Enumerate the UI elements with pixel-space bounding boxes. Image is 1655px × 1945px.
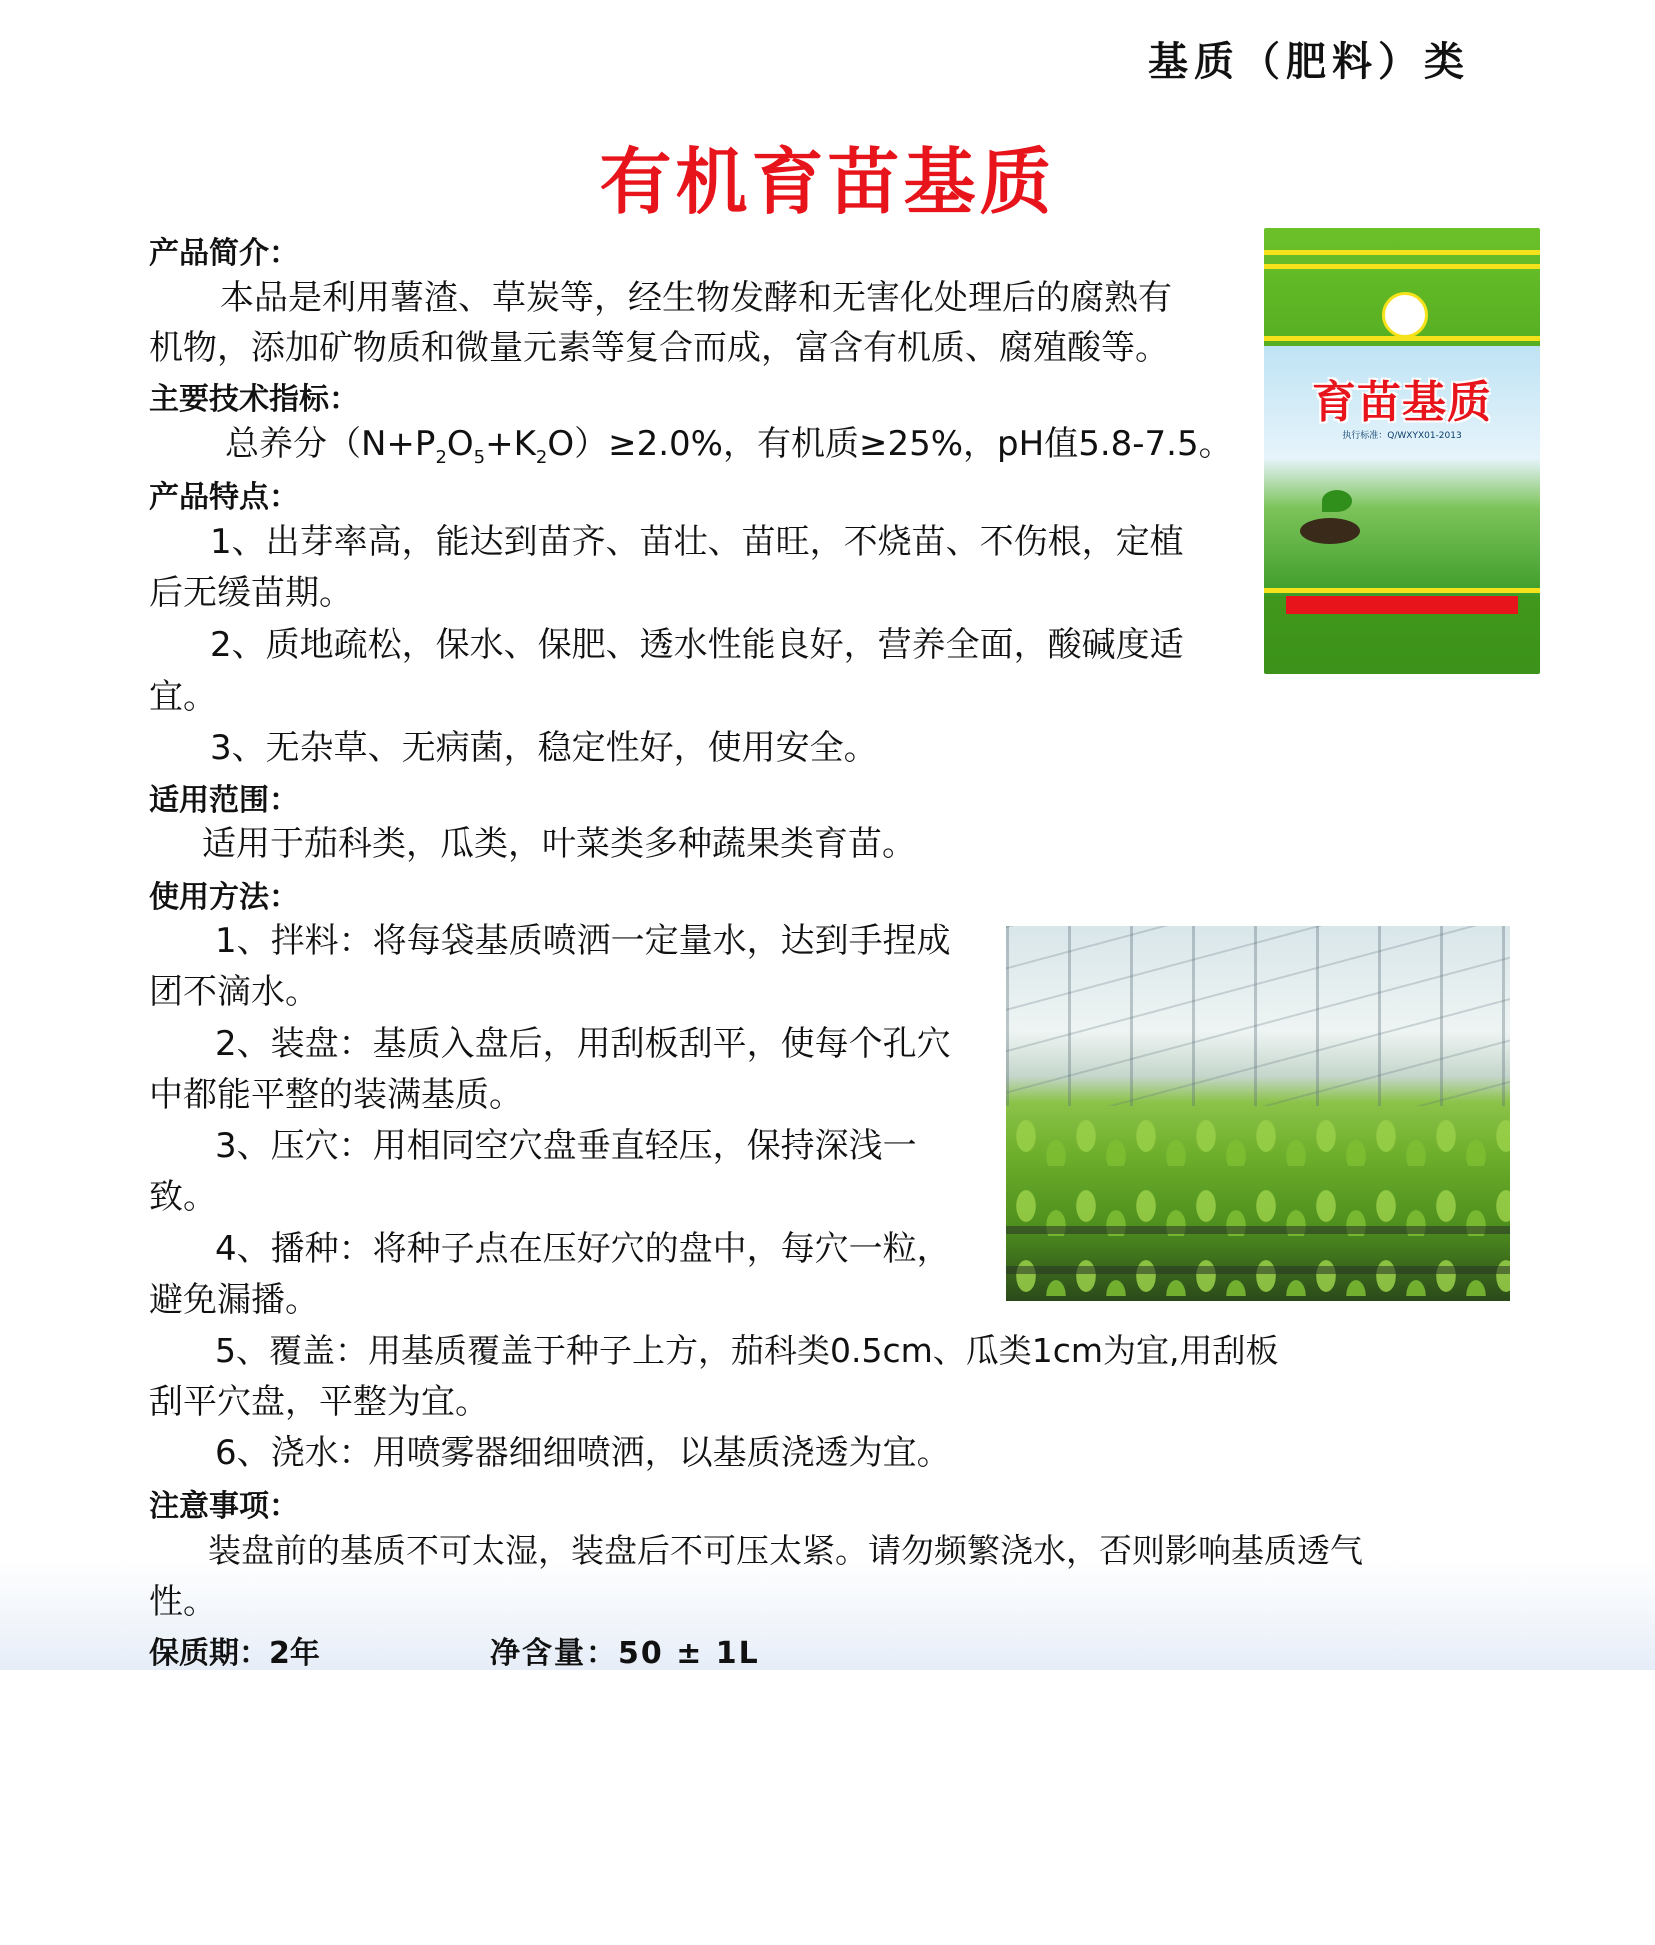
bag-logo-icon [1382,292,1428,338]
bag-stripe [1264,250,1540,255]
usage-heading: 使用方法： [149,880,299,915]
usage-line-8: 避免漏播。 [149,1280,319,1320]
feature-line-2: 后无缓苗期。 [149,573,353,613]
page-title: 有机育苗基质 [599,140,1056,224]
usage-line-9: 5、覆盖：用基质覆盖于种子上方，茄科类0.5cm、瓜类1cm为宜,用刮板 [215,1331,1279,1370]
usage-line-1: 1、拌料：将每袋基质喷洒一定量水，达到手捏成 [215,921,951,961]
features-heading: 产品特点： [149,480,299,515]
usage-line-4: 中都能平整的装满基质。 [149,1075,523,1115]
sprout-icon [1322,490,1352,512]
usage-line-11: 6、浇水：用喷雾器细细喷洒，以基质浇透为宜。 [215,1433,951,1473]
seedling-bench [1006,1266,1510,1274]
notes-line-1: 装盘前的基质不可太湿，装盘后不可压太紧。请勿频繁浇水，否则影响基质透气 [208,1531,1363,1570]
usage-line-5: 3、压穴：用相同空穴盘垂直轻压，保持深浅一 [215,1126,917,1166]
bag-company-band [1286,596,1518,614]
specs-text-prefix: 总养分（N+P [225,424,436,464]
usage-line-3: 2、装盘：基质入盘后，用刮板刮平，使每个孔穴 [215,1024,951,1064]
specs-heading: 主要技术指标： [149,382,359,417]
feature-line-1: 1、出芽率高，能达到苗齐、苗壮、苗旺，不烧苗、不伤根，定植 [210,522,1184,562]
usage-line-10: 刮平穴盘，平整为宜。 [149,1382,489,1422]
category-label: 基质（肥料）类 [1148,39,1470,85]
specs-subscript-2: 5 [473,446,486,468]
intro-heading: 产品简介： [149,236,299,271]
feature-line-5: 3、无杂草、无病菌，稳定性好，使用安全。 [210,728,878,768]
specs-subscript-1: 2 [435,446,447,468]
scope-heading: 适用范围： [149,783,299,818]
notes-line-2: 性。 [149,1582,217,1622]
specs-text-suffix: O）≥2.0%，有机质≥25%，pH值5.8-7.5。 [547,424,1233,464]
usage-line-6: 致。 [149,1177,217,1217]
intro-line-1: 本品是利用薯渣、草炭等，经生物发酵和无害化处理后的腐熟有 [220,278,1172,318]
product-bag-image [1264,228,1540,674]
usage-line-7: 4、播种：将种子点在压好穴的盘中，每穴一粒， [215,1229,951,1269]
intro-line-2: 机物，添加矿物质和微量元素等复合而成，富含有机质、腐殖酸等。 [149,328,1169,368]
specs-subscript-3: 2 [535,446,548,468]
bag-stripe [1264,336,1540,341]
usage-line-2: 团不滴水。 [149,972,319,1012]
greenhouse-roof [1006,926,1510,1106]
feature-line-4: 宜。 [149,677,217,717]
greenhouse-seedling-photo [1006,926,1510,1301]
seedling-bench [1006,1226,1510,1234]
notes-heading: 注意事项： [149,1489,299,1524]
feature-line-3: 2、质地疏松，保水、保肥、透水性能良好，营养全面，酸碱度适 [210,625,1184,665]
shelf-life: 保质期：2年 [149,1636,320,1671]
specs-text-mid2: +K [485,424,536,464]
net-content: 净含量：50 ± 1L [490,1636,760,1671]
bag-title: 育苗基质 [1312,377,1492,428]
specs-line [225,419,1233,483]
specs-text-mid1: O [446,424,474,464]
scope-text: 适用于茄科类，瓜类，叶菜类多种蔬果类育苗。 [202,824,916,864]
bag-stripe [1264,588,1540,593]
soil-icon [1300,518,1360,544]
bag-standard: 执行标准：Q/WXYX01-2013 [1342,431,1462,441]
bag-stripe [1264,264,1540,269]
